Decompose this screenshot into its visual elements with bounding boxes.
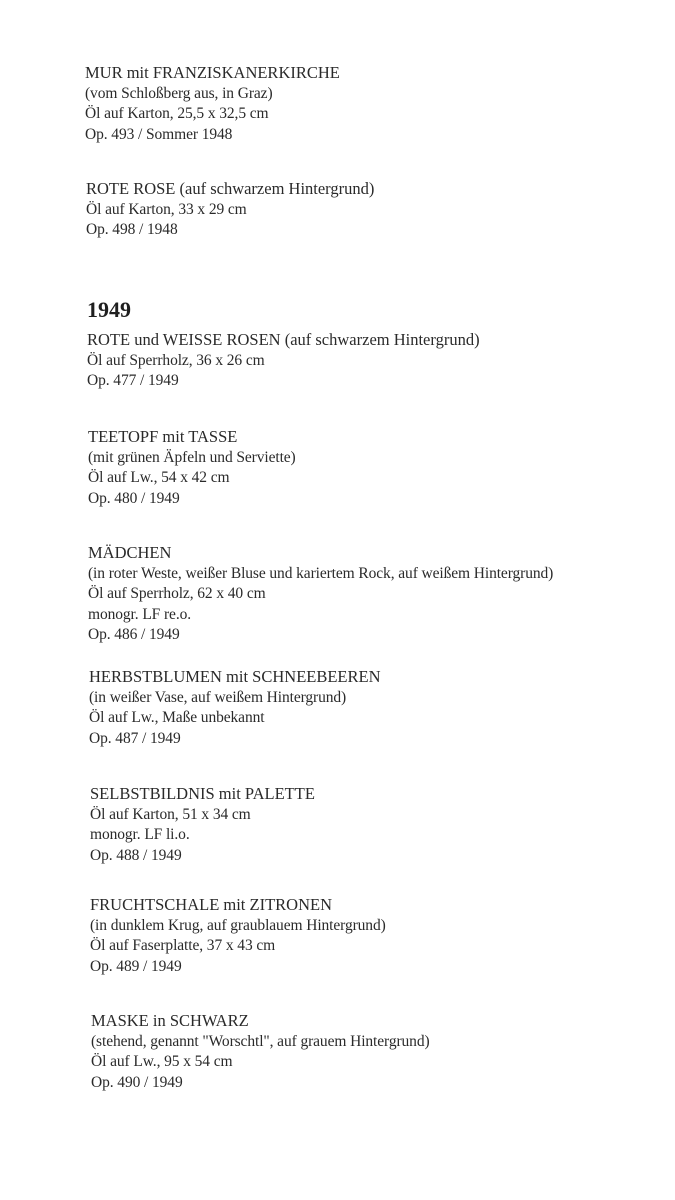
artwork-title: MUR mit FRANZISKANERKIRCHE — [85, 63, 340, 82]
catalog-entry — [88, 543, 675, 646]
artwork-detail: Öl auf Lw., 95 x 54 cm — [91, 1053, 233, 1070]
catalog-entry — [86, 179, 675, 241]
catalog-entry — [87, 330, 675, 392]
artwork-detail: (stehend, genannt "Worschtl", auf grauem Hintergrund) — [91, 1032, 430, 1050]
artwork-detail: (in dunklem Krug, auf graublauem Hintergrund) — [90, 916, 386, 934]
catalog-entry — [90, 895, 675, 977]
year-heading: 1949 — [87, 297, 131, 322]
artwork-detail: Op. 487 / 1949 — [89, 729, 181, 747]
artwork-detail: Op. 489 / 1949 — [90, 957, 182, 975]
catalog-entry — [85, 63, 675, 145]
catalog-entry — [89, 667, 675, 749]
artwork-detail: monogr. LF li.o. — [90, 826, 190, 843]
artwork-title: SELBSTBILDNIS mit PALETTE — [90, 784, 315, 803]
artwork-detail: (in weißer Vase, auf weißem Hintergrund) — [89, 688, 347, 706]
artwork-detail: Op. 486 / 1949 — [88, 626, 180, 643]
artwork-detail: (mit grünen Äpfeln und Serviette) — [88, 448, 296, 466]
artwork-detail: Op. 493 / Sommer 1948 — [85, 125, 233, 143]
artwork-detail: Op. 480 / 1949 — [88, 489, 180, 507]
artwork-detail: Op. 477 / 1949 — [87, 372, 179, 389]
artwork-detail: Öl auf Faserplatte, 37 x 43 cm — [90, 937, 276, 954]
artwork-title: HERBSTBLUMEN mit SCHNEEBEEREN — [89, 667, 381, 686]
catalog-entry — [90, 784, 675, 866]
catalog-entry — [91, 1011, 675, 1093]
artwork-detail: monogr. LF re.o. — [88, 605, 192, 623]
artwork-detail: Öl auf Karton, 25,5 x 32,5 cm — [85, 105, 269, 122]
artwork-detail: Op. 490 / 1949 — [91, 1073, 183, 1091]
artwork-title: TEETOPF mit TASSE — [88, 427, 238, 446]
catalog-entry — [88, 427, 675, 509]
artwork-detail: Op. 498 / 1948 — [86, 221, 178, 238]
artwork-detail: Öl auf Lw., Maße unbekannt — [89, 709, 265, 726]
artwork-title: MÄDCHEN — [88, 543, 172, 562]
artwork-detail: (in roter Weste, weißer Bluse und kariertem Rock, auf weißem Hintergrund) — [88, 564, 554, 582]
artwork-title: MASKE in SCHWARZ — [91, 1011, 249, 1030]
artwork-detail: (vom Schloßberg aus, in Graz) — [85, 84, 273, 102]
artwork-detail: Öl auf Karton, 51 x 34 cm — [90, 805, 251, 823]
artwork-detail: Öl auf Sperrholz, 36 x 26 cm — [87, 351, 265, 369]
artwork-detail: Öl auf Lw., 54 x 42 cm — [88, 469, 230, 486]
artwork-title: FRUCHTSCHALE mit ZITRONEN — [90, 895, 333, 914]
artwork-title: ROTE ROSE (auf schwarzem Hintergrund) — [86, 179, 375, 198]
artwork-title: ROTE und WEISSE ROSEN (auf schwarzem Hintergrund) — [87, 330, 480, 349]
artwork-detail: Öl auf Sperrholz, 62 x 40 cm — [88, 585, 266, 602]
artwork-detail: Op. 488 / 1949 — [90, 846, 182, 864]
artwork-detail: Öl auf Karton, 33 x 29 cm — [86, 200, 247, 218]
